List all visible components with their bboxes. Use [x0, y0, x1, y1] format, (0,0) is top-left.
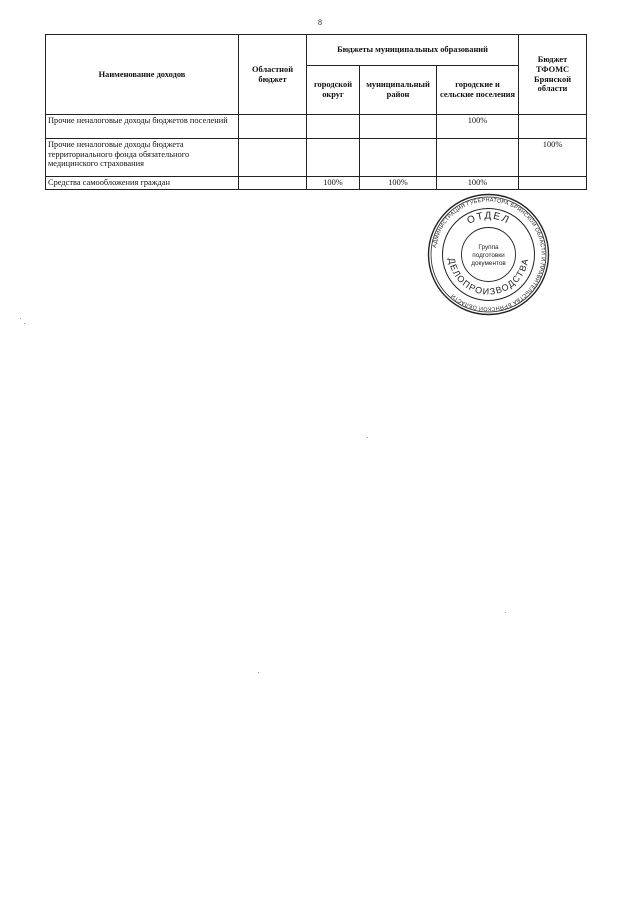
cell-municipal-district [360, 139, 437, 177]
cell-municipal-district [360, 115, 437, 139]
page-number: 8 [318, 18, 322, 27]
cell-city-district: 100% [307, 177, 360, 190]
scan-speck [24, 323, 25, 324]
cell-settlements: 100% [437, 177, 519, 190]
stamp-center-line-2: подготовки [472, 252, 505, 259]
table-row [46, 115, 587, 139]
header-municipal-district: муниципальный район [360, 66, 437, 115]
scan-speck [258, 672, 259, 673]
table-row [46, 177, 587, 190]
cell-tfoms: 100% [519, 139, 587, 177]
stamp-center-line-1: Группа [478, 244, 499, 251]
row-revenue-name: Средства самообложения граждан [46, 177, 239, 190]
stamp-dept-bottom: ДЕЛОПРОИЗВОДСТВА [446, 257, 531, 297]
cell-regional [239, 177, 307, 190]
scan-speck [367, 437, 368, 438]
header-settlements: городские и сельские поселения [437, 66, 519, 115]
cell-regional [239, 139, 307, 177]
cell-settlements: 100% [437, 115, 519, 139]
revenue-distribution-table [45, 34, 587, 190]
cell-tfoms [519, 115, 587, 139]
header-tfoms-budget: Бюджет ТФОМС Брянской области [519, 35, 587, 115]
header-city-district: городской округ [307, 66, 360, 115]
cell-city-district [307, 115, 360, 139]
header-revenue-name: Наименование доходов [46, 35, 239, 115]
header-regional-budget: Областной бюджет [239, 35, 307, 115]
scan-speck [505, 612, 506, 613]
cell-tfoms [519, 177, 587, 190]
stamp-center-line-3: документов [471, 260, 506, 267]
cell-municipal-district: 100% [360, 177, 437, 190]
stamp-dept-top: ОТДЕЛ [465, 210, 512, 227]
cell-settlements [437, 139, 519, 177]
scan-speck [20, 318, 21, 319]
cell-regional [239, 115, 307, 139]
official-stamp [427, 193, 550, 316]
row-revenue-name: Прочие неналоговые доходы бюджетов поселений [46, 115, 239, 139]
header-municipal-budgets: Бюджеты муниципальных образований [307, 35, 519, 66]
cell-city-district [307, 139, 360, 177]
row-revenue-name: Прочие неналоговые доходы бюджета территориального фонда обязательного медицинского страхования [46, 139, 239, 177]
stamp-outer-text: АДМИНИСТРАЦИЯ ГУБЕРНАТОРА БРЯНСКОЙ ОБЛАСТИ И ПРАВИТЕЛЬСТВА БРЯНСКОЙ ОБЛАСТИ [431, 197, 546, 312]
table-row [46, 139, 587, 177]
